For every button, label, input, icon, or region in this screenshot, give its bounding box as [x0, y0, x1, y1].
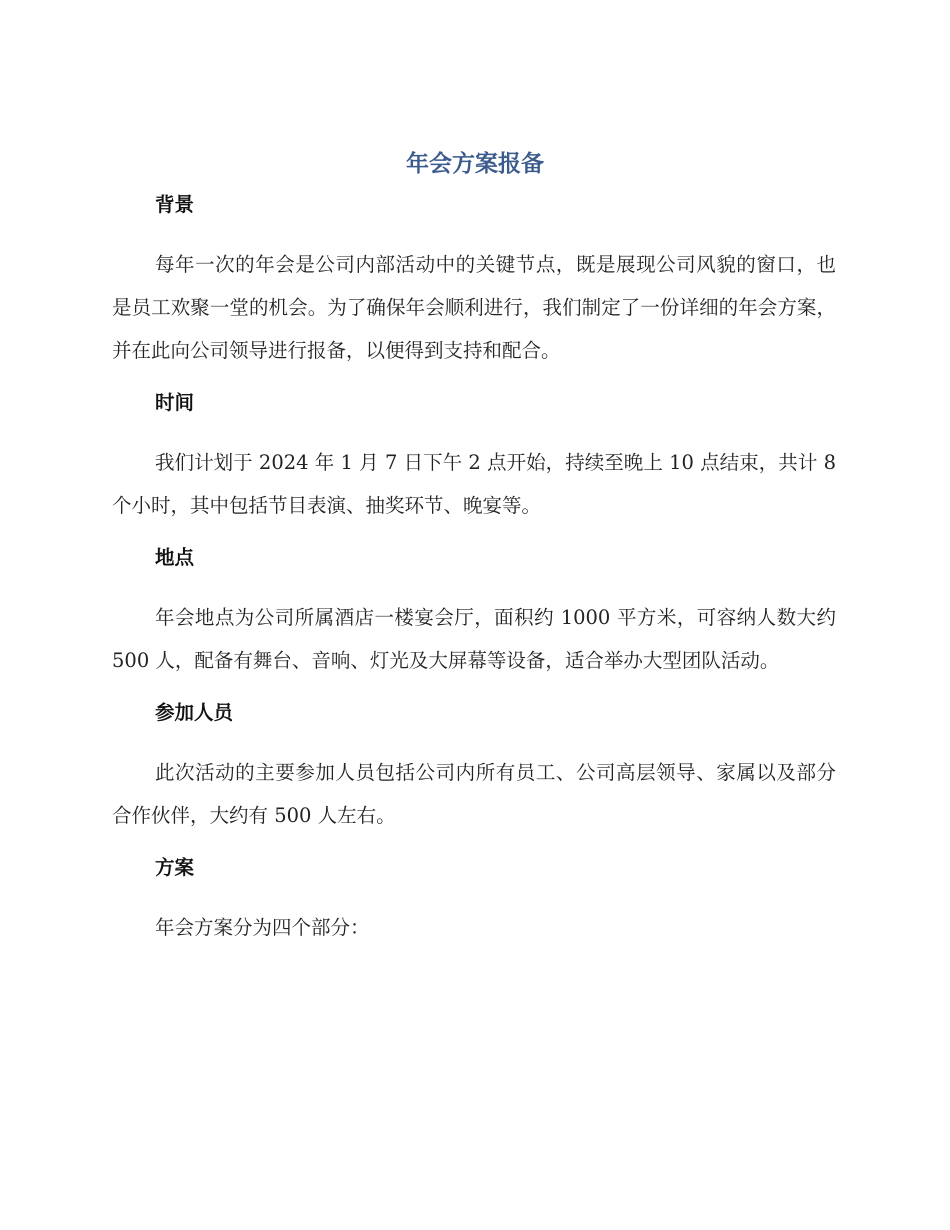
section-paragraph: 我们计划于 2024 年 1 月 7 日下午 2 点开始，持续至晚上 10 点结束，共计 8 个小时，其中包括节目表演、抽奖环节、晚宴等。 [112, 451, 836, 517]
section-background [112, 187, 836, 385]
section-time [112, 385, 836, 540]
page-title: 年会方案报备 [406, 151, 544, 177]
section-paragraph: 此次活动的主要参加人员包括公司内所有员工、公司高层领导、家属以及部分合作伙伴，大约有 500 人左右。 [112, 761, 836, 827]
document-body [112, 187, 836, 949]
section-paragraph: 每年一次的年会是公司内部活动中的关键节点，既是展现公司风貌的窗口，也是员工欢聚一堂的机会。为了确保年会顺利进行，我们制定了一份详细的年会方案，并在此向公司领导进行报备，以便得到支持和配合。 [112, 253, 836, 362]
section-paragraph: 年会地点为公司所属酒店一楼宴会厅，面积约 1000 平方米，可容纳人数大约 500 人，配备有舞台、音响、灯光及大屏幕等设备，适合举办大型团队活动。 [112, 606, 836, 672]
section-plan [112, 850, 836, 949]
section-heading: 时间 [155, 391, 195, 414]
section-heading: 背景 [155, 193, 195, 216]
section-heading: 参加人员 [155, 701, 234, 724]
section-participants [112, 695, 836, 850]
section-location [112, 540, 836, 695]
section-paragraph: 年会方案分为四个部分： [155, 916, 370, 939]
section-heading: 方案 [155, 856, 195, 879]
section-heading: 地点 [155, 546, 195, 569]
